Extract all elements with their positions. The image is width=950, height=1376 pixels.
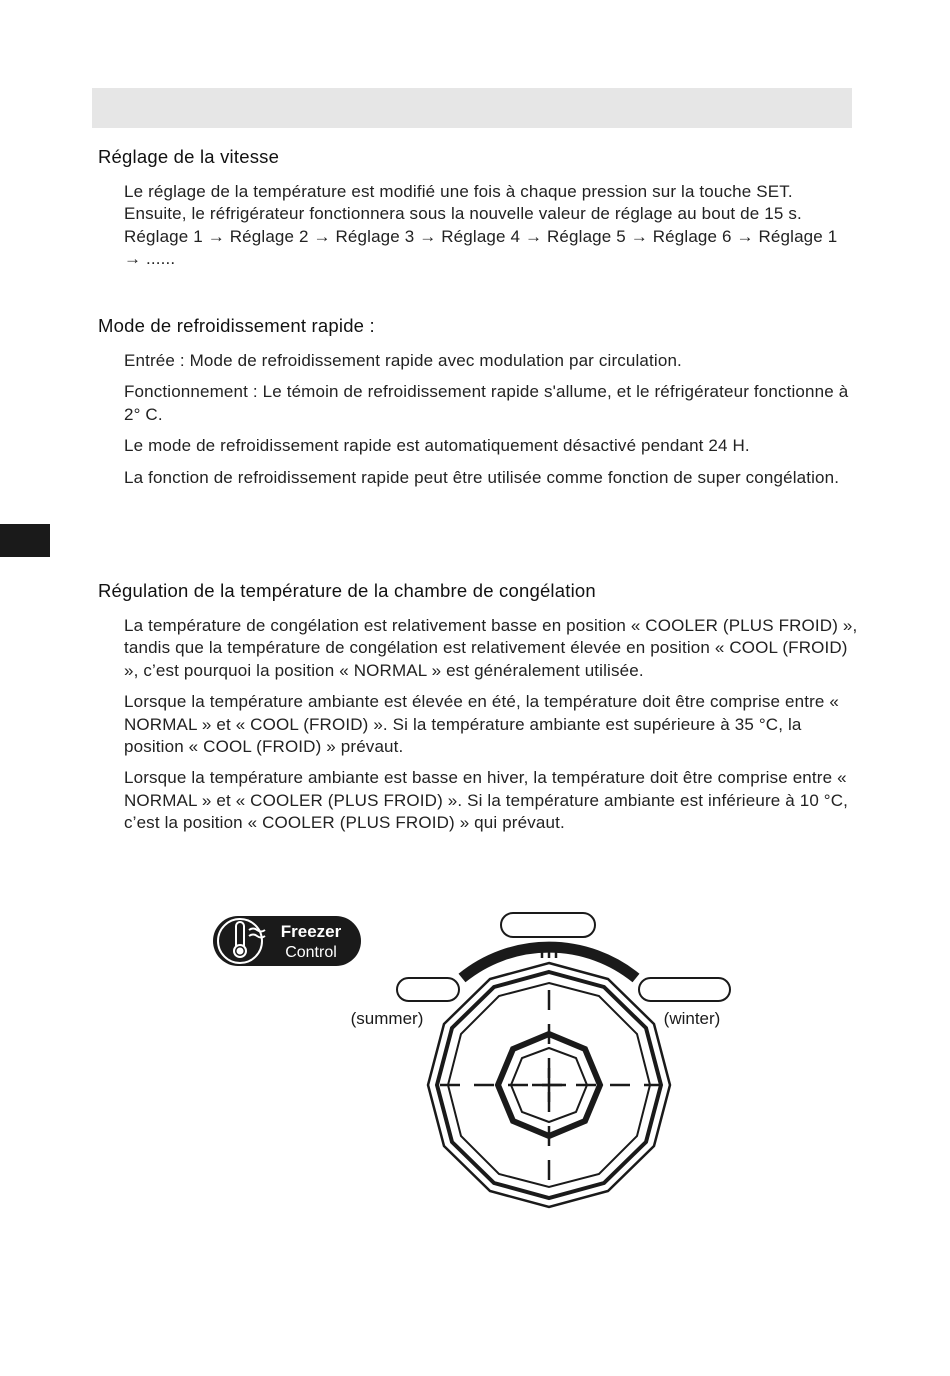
paragraph: La température de congélation est relativement basse en position « COOLER (PLUS FROID) », tandis que la température de congélation est relativement élevée en position « COOL (FROID) », c’est pourquoi la position « NORMAL » est généralement utilisée. bbox=[124, 616, 858, 680]
right-setting-slot bbox=[639, 978, 730, 1001]
badge-freezer-text: Freezer bbox=[280, 922, 342, 941]
summer-label: (summer) bbox=[350, 1009, 424, 1028]
page-side-tab bbox=[0, 524, 50, 557]
section-title: Mode de refroidissement rapide : bbox=[98, 315, 375, 336]
freezer-control-diagram bbox=[200, 905, 760, 1215]
control-knob[interactable] bbox=[428, 963, 670, 1207]
section-title: Régulation de la température de la chambre de congélation bbox=[98, 580, 596, 601]
section-quick-cooling bbox=[98, 315, 858, 498]
paragraph: Le réglage de la température est modifié une fois à chaque pression sur la touche SET. Ensuite, le réfrigérateur fonctionnera sous la nouvelle valeur de réglage au bout de 15 s. Réglage 1 → Réglage 2 → Réglage 3 → Réglage 4 → Réglage 5 → Réglage 6 → Réglage 1 → ...... bbox=[124, 182, 838, 269]
badge-control-text: Control bbox=[285, 944, 337, 961]
section-speed-setting bbox=[98, 146, 858, 280]
left-setting-slot bbox=[397, 978, 459, 1001]
paragraph: Entrée : Mode de refroidissement rapide avec modulation par circulation. bbox=[124, 351, 682, 370]
top-setting-slot bbox=[501, 913, 595, 937]
section-title: Réglage de la vitesse bbox=[98, 146, 280, 167]
header-band bbox=[92, 88, 852, 128]
paragraph: Lorsque la température ambiante est basse en hiver, la température doit être comprise entre « NORMAL » et « COOLER (PLUS FROID) ». Si la température ambiante est inférieure à 10 °C, c’est la position « COOLER (PLUS FROID) » qui prévaut. bbox=[124, 768, 849, 833]
paragraph: Fonctionnement : Le témoin de refroidissement rapide s'allume, et le réfrigérateur fonctionne à 2° C. bbox=[124, 382, 849, 424]
paragraph: La fonction de refroidissement rapide peut être utilisée comme fonction de super congélation. bbox=[124, 467, 840, 487]
paragraph: Lorsque la température ambiante est élevée en été, la température doit être comprise entre « NORMAL » et « COOL (FROID) ». Si la température ambiante est supérieure à 35 °C, la position « COOL (FROID) » prévaut. bbox=[124, 692, 839, 757]
winter-label: (winter) bbox=[663, 1009, 721, 1028]
freezer-control-badge bbox=[213, 916, 361, 966]
paragraph: Le mode de refroidissement rapide est automatiquement désactivé pendant 24 H. bbox=[124, 436, 750, 456]
section-freezer-regulation bbox=[98, 580, 858, 844]
